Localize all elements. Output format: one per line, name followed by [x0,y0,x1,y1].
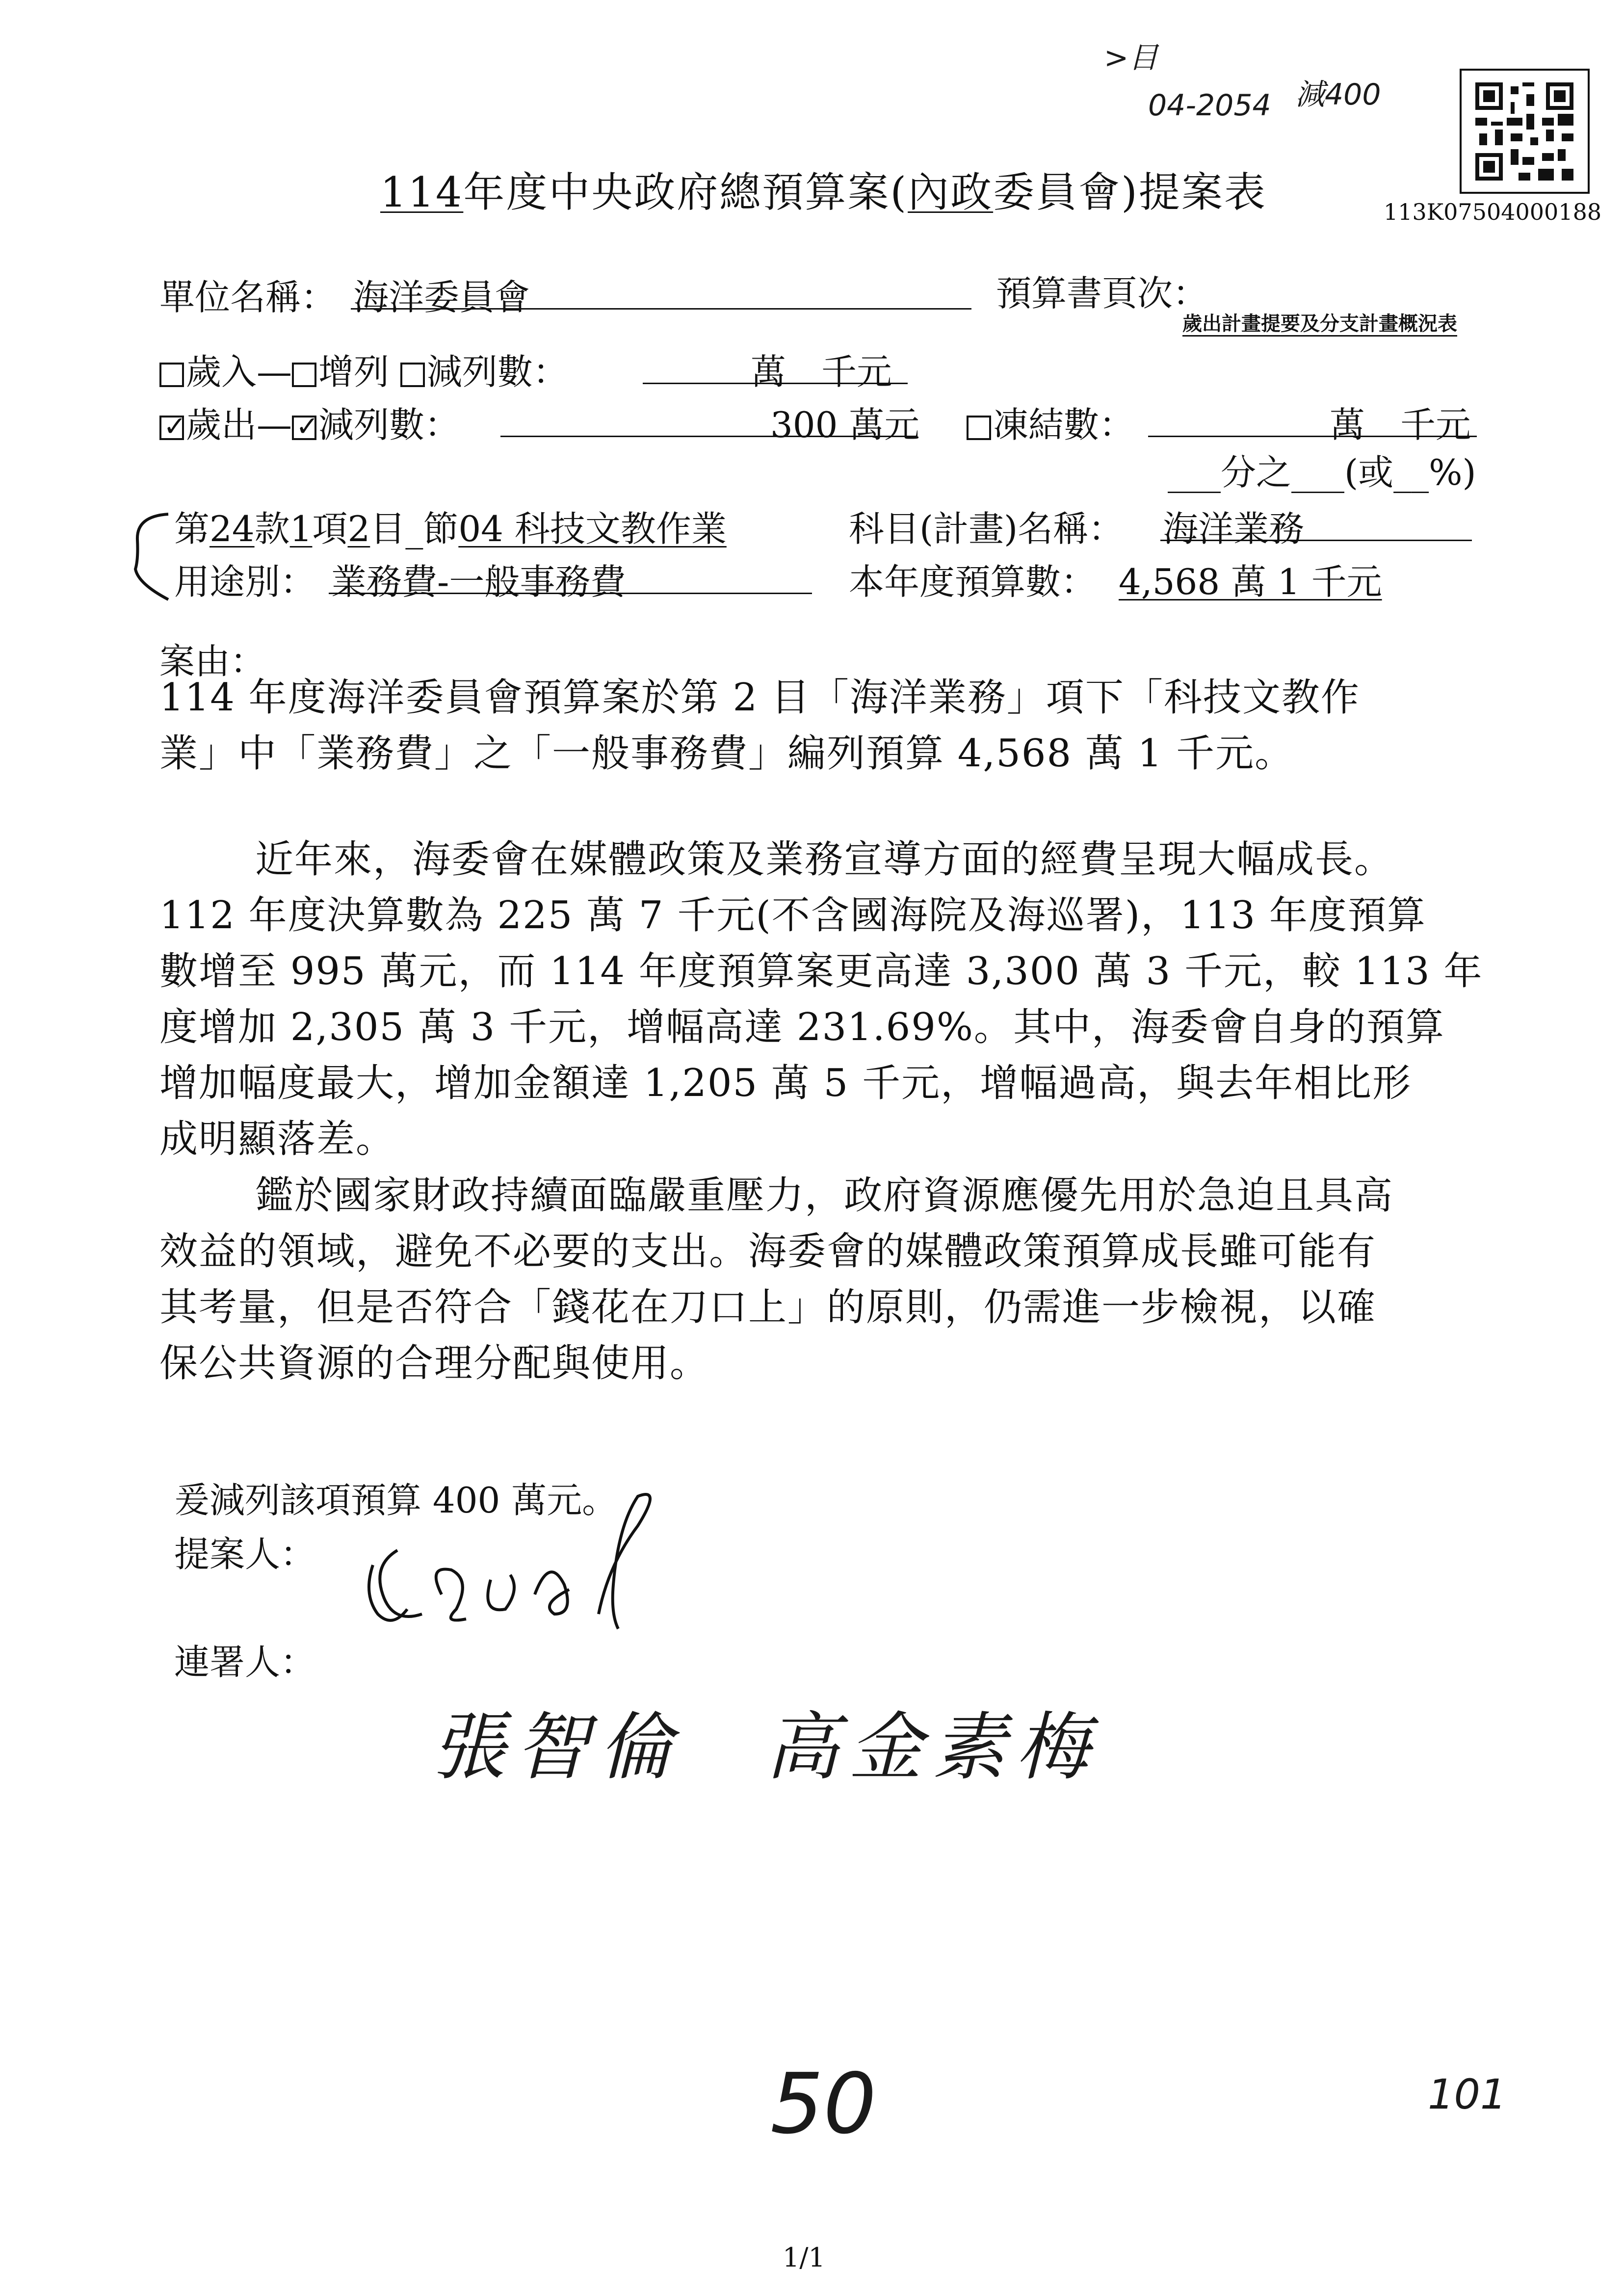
paragraph-line: 度增加 2,305 萬 3 千元，增幅高達 231.69%。其中，海委會自身的預算 [159,1005,1445,1049]
cosigner-label: 連署人： [174,1642,316,1683]
paragraph-line: 近年來，海委會在媒體政策及業務宣導方面的經費呈現大幅成長。 [255,837,1394,882]
revenue-cut-checkbox[interactable] [400,363,425,387]
expense-row [159,396,460,447]
page-title [380,159,1267,219]
subject-underline [1160,540,1472,541]
paragraph-line: 增加幅度最大，增加金額達 1,205 萬 5 千元，增幅過高，與去年相比形 [159,1061,1412,1105]
usage-underline [329,593,812,594]
freeze-underline [1148,436,1477,437]
qr-code-frame [1460,69,1590,194]
expense-cut-checkbox[interactable] [292,416,316,440]
paragraph-line: 成明顯落差。 [159,1117,395,1161]
expense-cut-value: 300 萬元 [770,404,920,445]
section-jie: _節 [405,508,459,549]
reason-paragraph-3 [159,1168,1393,1391]
cosigner-signatures: 張智倫 高金素梅 [432,1705,1100,1790]
unit-value: 海洋委員會 [353,277,530,318]
subject-value: 海洋業務 [1163,508,1305,549]
section-program: 04 科技文教作業 [458,508,727,549]
paragraph-line: 112 年度決算數為 225 萬 7 千元(不含國海院及海巡署)，113 年度預算 [159,893,1426,938]
freeze-checkbox[interactable] [967,416,991,440]
paragraph-line: 保公共資源的合理分配與使用。 [159,1341,709,1385]
paragraph-line: 效益的領域，避免不必要的支出。海委會的媒體政策預算成長雖可能有 [159,1229,1377,1274]
handwritten-right-number: 101 [1428,2070,1507,2118]
freeze-amount-unit: 萬 千元 [1330,404,1471,445]
title-part1: 年度中央政府總預算案( [463,168,908,216]
freeze-label: 凍結數： [993,404,1135,445]
reason-paragraph-1 [159,670,1360,782]
expense-underline [500,436,917,437]
paragraph-line: 其考量，但是否符合「錢花在刀口上」的原則，仍需進一步檢視，以確 [159,1285,1377,1330]
freeze-row [967,396,1134,447]
section-bracket-icon [131,510,171,603]
revenue-label: 歲入— [186,351,292,392]
revenue-add-checkbox[interactable] [292,363,316,387]
handwritten-note-code: 04-2054 [1148,88,1271,123]
section-kuan-label: 款 [254,508,290,549]
qr-code-icon [1475,82,1573,181]
fraction-text: ___分之___(或__%) [1168,452,1476,493]
budget-page-label: 預算書頁次： [996,273,1208,314]
revenue-row [159,343,568,394]
revenue-checkbox[interactable] [159,363,184,387]
section-kuan: 24 [210,508,255,549]
section-prefix: 第 [174,508,210,549]
revenue-cut-label: 減列數： [426,351,568,392]
section-xiang-label: 項 [312,508,348,549]
paragraph-line: 數增至 995 萬元，而 114 年度預算案更高達 3,300 萬 3 千元，較 113 年 [159,949,1483,993]
qr-code-label: 113K07504000188 [1384,199,1602,225]
expense-label: 歲出— [186,404,292,445]
paragraph-line: 業」中「業務費」之「一般事務費」編列預算 4,568 萬 1 千元。 [159,731,1294,776]
usage-value: 業務費-一般事務費 [331,561,626,602]
proposer-label: 提案人： [174,1534,316,1575]
expense-checkbox[interactable] [159,416,184,440]
unit-underline [351,308,971,310]
current-budget-value: 4,568 萬 1 千元 [1119,561,1382,602]
handwritten-page-number: 50 [770,2056,877,2153]
title-part2: 委員會)提案表 [993,168,1267,216]
reason-paragraph-2 [159,832,1483,1167]
title-year: 114 [380,168,464,216]
reason-conclusion: 爰減列該項預算 400 萬元。 [174,1480,618,1521]
section-row [174,500,727,551]
expense-cut-label: 減列數： [318,404,460,445]
section-mu-label: 目 [370,508,406,549]
revenue-amount-unit: 萬 千元 [751,351,892,392]
title-committee: 內政 [908,168,994,216]
subject-label: 科目(計畫)名稱： [849,508,1124,549]
current-budget-label: 本年度預算數： [849,561,1097,602]
revenue-add-label: 增列 [318,351,390,392]
handwritten-note-cut: 減400 [1295,78,1381,112]
paragraph-line: 114 年度海洋委員會預算案於第 2 目「海洋業務」項下「科技文教作 [159,676,1360,720]
reason-label: 案由： [159,641,266,682]
paragraph-line: 鑑於國家財政持續面臨嚴重壓力，政府資源應優先用於急迫且具高 [255,1174,1394,1218]
revenue-underline [643,383,908,384]
usage-label: 用途別： [174,561,316,602]
handwritten-note-mu: >目 [1104,41,1158,75]
budget-page-note: 歲出計畫提要及分支計畫概況表 [1182,312,1457,335]
section-mu: 2 [347,508,370,549]
unit-label: 單位名稱： [159,277,337,318]
section-xiang: 1 [289,508,313,549]
page-indicator: 1/1 [783,2242,825,2273]
proposer-signature-icon [343,1467,736,1673]
